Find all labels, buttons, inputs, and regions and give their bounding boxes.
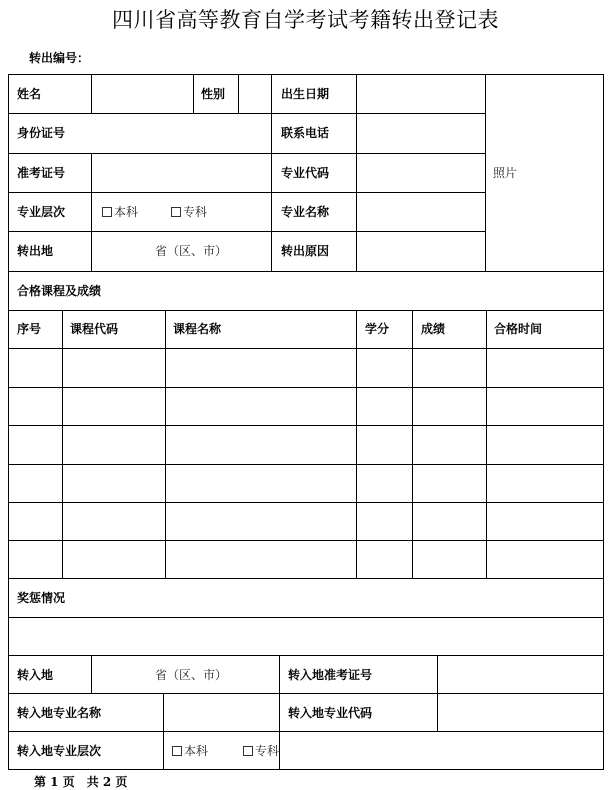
table-row[interactable] [9,541,603,577]
table-row[interactable] [9,388,603,424]
major-name-field[interactable] [357,193,484,231]
transfer-reason-field[interactable] [357,232,484,270]
transfer-serial-label: 转出编号： [29,51,90,65]
gender-field[interactable] [239,75,270,113]
page-total: 共 2 页 [86,775,128,789]
phone-field[interactable] [357,114,484,152]
table-row[interactable] [9,465,603,501]
row-divider [8,271,604,272]
photo-box[interactable] [486,75,603,270]
column-header-course-name: 课程名称 [173,322,222,336]
level-option-label: 本科 [184,744,209,758]
gender-label: 性别 [201,87,226,101]
birth-date-field[interactable] [357,75,484,113]
col-divider [271,74,272,271]
column-header-score: 成绩 [421,322,446,336]
column-header-credits: 学分 [365,322,390,336]
major-name-label: 专业名称 [281,205,330,219]
origin-province-field[interactable]: 省（区、市） [155,244,228,258]
row-divider [8,310,604,311]
courses-section-label: 合格课程及成绩 [17,284,102,298]
row-divider [8,731,604,732]
major-code-label: 专业代码 [281,166,330,180]
transfer-in-major-name-field[interactable] [164,694,278,730]
birth-date-label: 出生日期 [281,87,330,101]
exam-number-field[interactable] [92,154,270,192]
origin-label: 转出地 [17,244,54,258]
name-field[interactable] [92,75,192,113]
awards-label: 奖惩情况 [17,591,66,605]
column-header-index: 序号 [17,322,42,336]
transfer-in-major-code-field[interactable] [438,694,603,730]
transfer-in-major-code-label: 转入地专业代码 [288,706,373,720]
transfer-in-level-checkbox-bachelor[interactable] [172,742,208,759]
col-divider [91,655,92,693]
transfer-in-level-label: 转入地专业层次 [17,744,102,758]
col-divider [279,655,280,770]
row-divider [8,578,604,579]
awards-field[interactable] [9,618,603,654]
level-option-label: 本科 [114,205,139,219]
page-footer [34,773,139,790]
form-title: 四川省高等教育自学考试考籍转出登记表 [112,8,499,32]
transfer-in-place-label: 转入地 [17,668,54,682]
major-code-field[interactable] [357,154,484,192]
column-header-pass-date: 合格时间 [494,322,543,336]
table-row[interactable] [9,426,603,463]
major-level-label: 专业层次 [17,205,66,219]
transfer-reason-label: 转出原因 [281,244,330,258]
column-header-course-code: 课程代码 [70,322,119,336]
exam-number-label: 准考证号 [17,166,66,180]
phone-label: 联系电话 [281,126,330,140]
photo-label: 照片 [493,166,518,180]
col-divider [193,74,194,114]
id-number-label: 身份证号 [17,126,66,140]
checkbox-icon [243,746,253,756]
transfer-in-level-checkbox-associate[interactable] [243,742,279,759]
name-label: 姓名 [17,87,42,101]
id-number-field[interactable] [92,114,270,152]
level-option-label: 专科 [255,744,280,758]
table-row[interactable] [9,503,603,539]
table-row[interactable] [9,349,603,386]
checkbox-icon [102,207,112,217]
level-checkbox-associate[interactable] [171,203,207,220]
level-checkbox-bachelor[interactable] [102,203,138,220]
transfer-in-exam-number-field[interactable] [438,656,603,692]
transfer-in-major-name-label: 转入地专业名称 [17,706,102,720]
transfer-in-province-field[interactable]: 省（区、市） [155,668,228,682]
page-number: 第 1 页 [34,775,75,789]
checkbox-icon [172,746,182,756]
level-option-label: 专科 [183,205,208,219]
transfer-in-exam-number-label: 转入地准考证号 [288,668,373,682]
checkbox-icon [171,207,181,217]
